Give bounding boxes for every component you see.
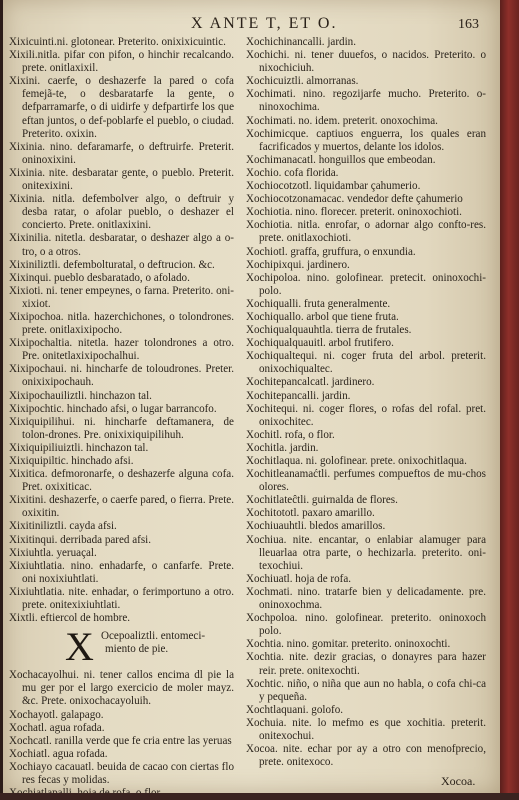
page-header bbox=[3, 15, 500, 37]
dictionary-entry: Xixicuinti.ni. glotonear. Preterito. onixixicuintic. bbox=[9, 36, 226, 48]
dictionary-entry: Xixiuhtla. yeruaçal. bbox=[9, 546, 97, 559]
page-bottom-edge bbox=[0, 793, 519, 800]
dictionary-entry: Xochitlateĉtli. guirnalda de flores. bbox=[246, 494, 398, 507]
left-entries-a bbox=[9, 36, 234, 625]
left-entries-b bbox=[9, 669, 234, 800]
dictionary-entry: Xochtia. nino. gomitar. preterito. oninoxochti. bbox=[246, 638, 451, 651]
dictionary-entry: Xochichinancalli. jardin. bbox=[246, 36, 356, 48]
dictionary-entry: Xochitlaqua. ni. golofinear. prete. onixochitlaqua. bbox=[246, 455, 467, 467]
folio-number: 163 bbox=[458, 17, 479, 32]
dictionary-entry: Xochitequi. ni. coger flores, o rofas del rofal. pret. onixochitec. bbox=[246, 402, 486, 428]
dictionary-entry: Xochiqualquauitl. arbol frutifero. bbox=[246, 337, 394, 350]
dictionary-entry: Xochio. cofa florida. bbox=[246, 166, 339, 179]
dictionary-entry: Xixitini. deshazerfe, o caerfe pared, o fierra. Prete. oxixitin. bbox=[9, 494, 234, 520]
dictionary-entry: Xochpoloa. nino. golofinear. preterito. oninoxoch polo. bbox=[246, 612, 486, 638]
dictionary-entry: Xixiniliztli. defembolturatal, o deftrucion. &c. bbox=[9, 258, 215, 271]
dictionary-entry: Xixili.nitla. pifar con pifon, o hinchir recalcando. prete. onitlaxixil. bbox=[9, 49, 234, 75]
dictionary-entry: Xochmati. nino. tratarfe bien y delicadamente. pre. oninoxochma. bbox=[246, 585, 486, 612]
dictionary-entry: Xochipixqui. jardinero. bbox=[246, 258, 350, 271]
dictionary-entry: Xixinqui. pueblo desbaratado, o afolado. bbox=[9, 271, 190, 284]
right-entries bbox=[246, 36, 486, 769]
dictionary-entry: Xochitleanamaćtli. perfumes compueftos de mu-chos olores. bbox=[246, 468, 486, 494]
dictionary-entry: Xixipochtic. hinchado afsi, o lugar barrancofo. bbox=[9, 402, 217, 415]
dictionary-entry: Xixiuhtlatia. nino. enhadarfe, o canfarfe. Prete. oni noxixiuhtlati. bbox=[9, 559, 234, 585]
dictionary-entry: Xixitica. defmoronarfe, o deshazerfe alguna cofa. Pret. oxixiticac. bbox=[9, 468, 234, 494]
dictionary-entry: Xochiotl. graffa, gruffura, o enxundia. bbox=[246, 245, 416, 258]
dictionary-entry: Xochiqualtequi. ni. coger fruta del arbol. preterit. onixochiqualtec. bbox=[246, 350, 486, 376]
dictionary-entry: Xochicuiztli. almorranas. bbox=[246, 75, 359, 88]
dictionary-entry: Xochiquallo. arbol que tiene fruta. bbox=[246, 310, 399, 323]
dictionary-entry: Xochimanacatl. honguillos que embeodan. bbox=[246, 153, 436, 166]
dictionary-entry: Xixipochoa. nitla. hazerchichones, o tolondrones. prete. onitlaxixipocho. bbox=[9, 310, 234, 337]
dictionary-entry: Xochiocotzotl. liquidambar çahumerio. bbox=[246, 180, 421, 193]
dictionary-entry: Xixioti. ni. tener empeynes, o farna. Preterito. oni-xixiot. bbox=[9, 284, 234, 310]
dictionary-entry: Xochitl. rofa, o flor. bbox=[246, 428, 335, 441]
section-heading bbox=[9, 624, 234, 670]
dictionary-entry: Xochiqualli. fruta generalmente. bbox=[246, 297, 391, 310]
dictionary-entry: Xochipoloa. nino. golofinear. pretecit. oninoxochi-polo. bbox=[246, 271, 486, 297]
dictionary-entry: Xochitototl. paxaro amarillo. bbox=[246, 507, 375, 520]
dictionary-entry: Xochiatl. agua rofada. bbox=[9, 747, 108, 760]
dictionary-entry: Xixiquipiliuiztli. hinchazon tal. bbox=[9, 441, 149, 454]
dictionary-entry: Xochiua. nite. encantar, o enlabiar alamuger para lleuarlaa otra parte, o hechizarla. preterito. oni-texochiui. bbox=[246, 533, 486, 572]
drop-cap: X bbox=[65, 624, 94, 670]
dictionary-entry: Xochiuauhtli. bledos amarillos. bbox=[246, 520, 386, 533]
dictionary-entry: Xochuia. nite. lo mefmo es que xochitia. preterit. onitexochui. bbox=[246, 716, 486, 742]
left-column bbox=[9, 36, 234, 800]
right-column bbox=[246, 36, 486, 769]
dictionary-entry: Xochimicque. captiuos enguerra, los quales eran facrificados y muertos, delante los idolos. bbox=[246, 127, 486, 153]
running-head: X ANTE T, ET O. bbox=[191, 15, 338, 32]
dictionary-entry: Xixtli. eftiercol de hombre. bbox=[9, 612, 131, 625]
dictionary-entry: Xixitiniliztli. cayda afsi. bbox=[9, 520, 117, 533]
page-edge bbox=[500, 0, 519, 800]
dictionary-entry: Xixitinqui. derribada pared afsi. bbox=[9, 533, 152, 546]
dictionary-entry: Xochiqualquauhtla. tierra de frutales. bbox=[246, 324, 412, 337]
dictionary-entry: Xochtic. niño, o niña que aun no habla, o cofa chi-ca y pequeña. bbox=[246, 677, 486, 703]
dictionary-entry: Xixipochaltia. nitetla. hazer tolondrones a otro. Pre. onitetlaxixipochalhui. bbox=[9, 337, 234, 363]
dictionary-entry: Xixinia. nino. defaramarfe, o deftruirfe. Preterit. oninoxixini. bbox=[9, 140, 234, 166]
dictionary-entry: Xochtia. nite. dezir gracias, o donayres para hazer reir. prete. onitexochti. bbox=[246, 651, 486, 677]
dictionary-entry: Xochacayolhui. ni. tener callos encima dl pie la mu ger por el largo exercicio de moler mayz. &c. Prete. onixochacayoluih. bbox=[9, 669, 234, 708]
dictionary-entry: Xochiocotzonamacac. vendedor defte çahumerio bbox=[246, 193, 463, 206]
dictionary-entry: Xochimati. nino. regozijarfe mucho. Preterito. o-ninoxochima. bbox=[246, 88, 486, 114]
catchword: Xocoa. bbox=[441, 774, 476, 788]
dictionary-entry: Xochayotl. galapago. bbox=[9, 708, 104, 721]
dictionary-entry: Xochitla. jardin. bbox=[246, 441, 319, 454]
dictionary-entry: Xixipochaui. ni. hincharfe de toloudrones. Preter. onixixipochauh. bbox=[9, 363, 234, 389]
dictionary-entry: Xixinilia. nitetla. desbaratar, o deshazer algo a o-tro, o a otros. bbox=[9, 232, 234, 258]
section-entry bbox=[101, 630, 231, 656]
dictionary-entry: Xochitepancalli. jardin. bbox=[246, 389, 351, 402]
dictionary-entry: Xochatl. agua rofada. bbox=[9, 721, 105, 734]
dictionary-entry: Xixiquipilihui. ni. hincharfe deftamanera, de tolon-drones. Pre. onixixiquipilihuh. bbox=[9, 415, 234, 441]
dictionary-entry: Xochitepancalcatl. jardinero. bbox=[246, 376, 375, 389]
dictionary-entry: Xochichi. ni. tener duuefos, o nacidos. Preterito. o nixochiciuh. bbox=[246, 49, 486, 75]
dictionary-entry: Xixipochauiliztli. hinchazon tal. bbox=[9, 389, 152, 402]
dictionary-entry: Xixinia. nitla. defembolver algo, o deftruir y desba ratar, o afolar pueblo, o deshazer el concierto. Prete. onitlaxixini. bbox=[9, 193, 234, 232]
dictionary-entry: Xochiotia. nino. florecer. preterit. oninoxochioti. bbox=[246, 206, 462, 219]
dictionary-entry: Xixiuhtlatia. nite. enhadar, o ferimportuno a otro. prete. onitexixiuhtlati. bbox=[9, 585, 234, 612]
dictionary-entry: Xochiayo cacauatl. beuida de cacao con ciertas flo res fecas y molidas. bbox=[9, 760, 234, 786]
book-page bbox=[3, 0, 500, 793]
dictionary-entry: Xochimati. no. idem. preterit. onoxochima. bbox=[246, 114, 438, 127]
dictionary-entry: Xocoa. nite. echar por ay a otro con menofprecio, prete. onitexoco. bbox=[246, 743, 486, 769]
section-entry-line1: Ocepoaliztli. entomeci- bbox=[101, 630, 206, 643]
dictionary-entry: Xochiotia. nitla. enrofar, o adornar algo confto-res. prete. onitlaxochioti. bbox=[246, 219, 486, 245]
section-entry-line2: miento de pie. bbox=[105, 643, 169, 656]
dictionary-entry: Xixini. caerfe, o deshazerfe la pared o cofa femejã-te, o desbaratarfe la gente, o defparramarfe, o di uidirfe y defpartirfe los que eftan juntos, o def-poblarfe el pueblo, o ciudad. Preterito. oxixin. bbox=[9, 75, 234, 140]
dictionary-entry: Xixiquipiltic. hinchado afsi. bbox=[9, 455, 134, 467]
dictionary-entry: Xochcatl. ranilla verde que fe cria entre las yeruas bbox=[9, 734, 232, 747]
dictionary-entry: Xochiuatl. hoja de rofa. bbox=[246, 572, 352, 585]
dictionary-entry: Xixinia. nite. desbaratar gente, o pueblo. Preterit. onitexixini. bbox=[9, 166, 234, 193]
dictionary-entry: Xochtlaquani. golofo. bbox=[246, 703, 344, 716]
